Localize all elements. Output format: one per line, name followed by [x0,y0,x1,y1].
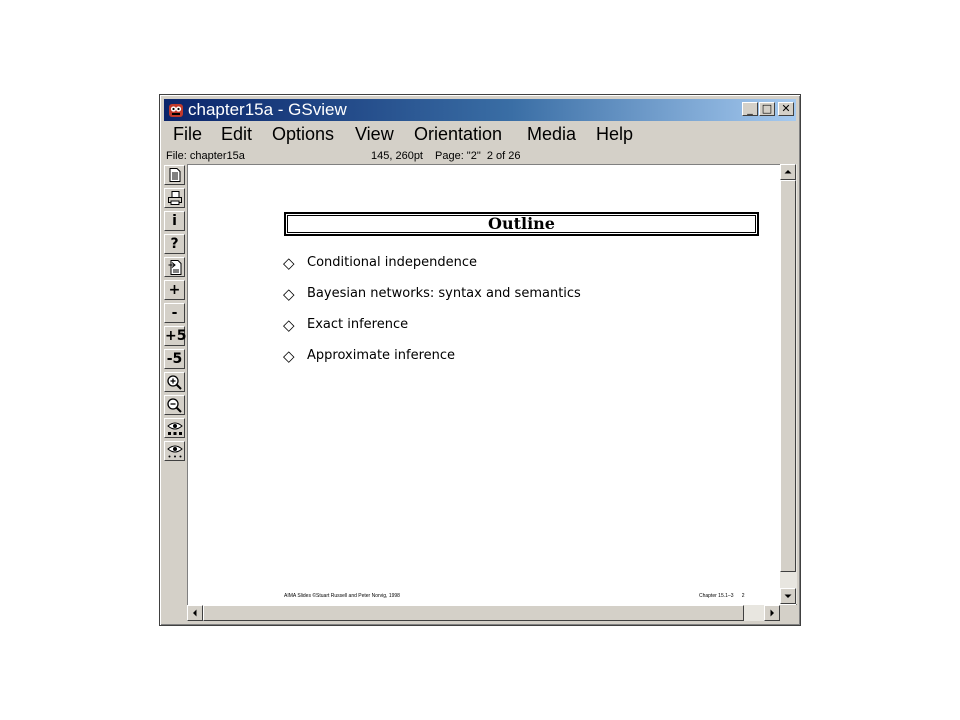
find-text-button[interactable] [164,418,185,438]
minimize-button[interactable]: _ [742,102,758,116]
menu-view[interactable]: View [355,124,394,144]
find-text-icon [167,421,183,436]
scroll-right-button[interactable] [764,605,780,621]
vertical-scroll-thumb[interactable] [780,180,796,572]
diamond-bullet-icon: ◇ [283,316,295,334]
scrollbar-corner [780,605,797,621]
find-next-icon [167,444,183,459]
open-icon [169,168,181,182]
prev-page-icon: - [171,305,178,321]
menu-file[interactable]: File [173,124,203,144]
slide-title-box [284,212,759,236]
goto-page-button[interactable] [164,257,185,277]
menu-orientation[interactable]: Orientation [414,124,503,144]
print-icon [168,191,182,205]
help-icon: ? [170,236,179,252]
zoom-out-button[interactable] [164,395,185,415]
skip-forward-5-icon: +5 [165,328,187,344]
close-button[interactable]: ✕ [778,102,794,116]
menu-help[interactable]: Help [596,124,634,144]
maximize-button[interactable]: □ [759,102,775,116]
scroll-left-button[interactable] [187,605,203,621]
bullet-text: Bayesian networks: syntax and semantics [307,286,581,301]
window-title: chapter15a - GSview [188,100,347,119]
slide-footer-right: Chapter 15.1–3 2 [699,593,745,599]
bullet-text: Exact inference [307,317,409,332]
diamond-bullet-icon: ◇ [283,254,295,272]
diamond-bullet-icon: ◇ [283,285,295,303]
horizontal-scroll-thumb[interactable] [203,605,744,621]
arrow-right-icon [765,606,779,620]
help-button[interactable] [164,234,185,254]
gsview-window [159,94,801,626]
horizontal-scrollbar[interactable] [187,605,780,621]
slide-title: Outline [488,214,555,233]
slide-footer-left: AIMA Slides ©Stuart Russell and Peter Norvig, 1998 [284,593,400,599]
goto-page-icon [168,260,182,275]
diamond-bullet-icon: ◇ [283,347,295,365]
info-button[interactable] [164,211,185,231]
status-file: File: chapter15a [166,150,245,162]
document-view[interactable] [187,164,797,621]
bullet-text: Approximate inference [307,348,456,363]
menu-bar [164,122,796,146]
next-page-icon: + [168,282,181,298]
scroll-up-button[interactable] [780,164,796,180]
print-button[interactable] [164,188,185,208]
zoom-out-icon [167,398,182,413]
info-icon: i [172,213,177,229]
bullet-text: Conditional independence [307,255,477,270]
prev-page-button[interactable] [164,303,185,323]
scroll-down-button[interactable] [780,588,796,604]
arrow-down-icon [781,589,795,603]
arrow-up-icon [781,165,795,179]
gsview-app-icon [168,102,184,118]
zoom-in-button[interactable] [164,372,185,392]
skip-back-5-icon: -5 [166,351,183,367]
menu-media[interactable]: Media [527,124,577,144]
status-coords: 145, 260pt [371,150,423,162]
next-page-button[interactable] [164,280,185,300]
open-button[interactable] [164,165,185,185]
zoom-in-icon [167,375,182,390]
arrow-left-icon [188,606,202,620]
vertical-scrollbar[interactable] [780,164,797,604]
menu-edit[interactable]: Edit [221,124,253,144]
skip-forward-5-button[interactable] [164,326,185,346]
status-line [164,148,796,164]
status-page: Page: "2" 2 of 26 [435,150,521,162]
title-bar[interactable] [164,99,796,121]
toolbar [164,165,186,617]
find-next-button[interactable] [164,441,185,461]
skip-back-5-button[interactable] [164,349,185,369]
menu-options[interactable]: Options [272,124,335,144]
